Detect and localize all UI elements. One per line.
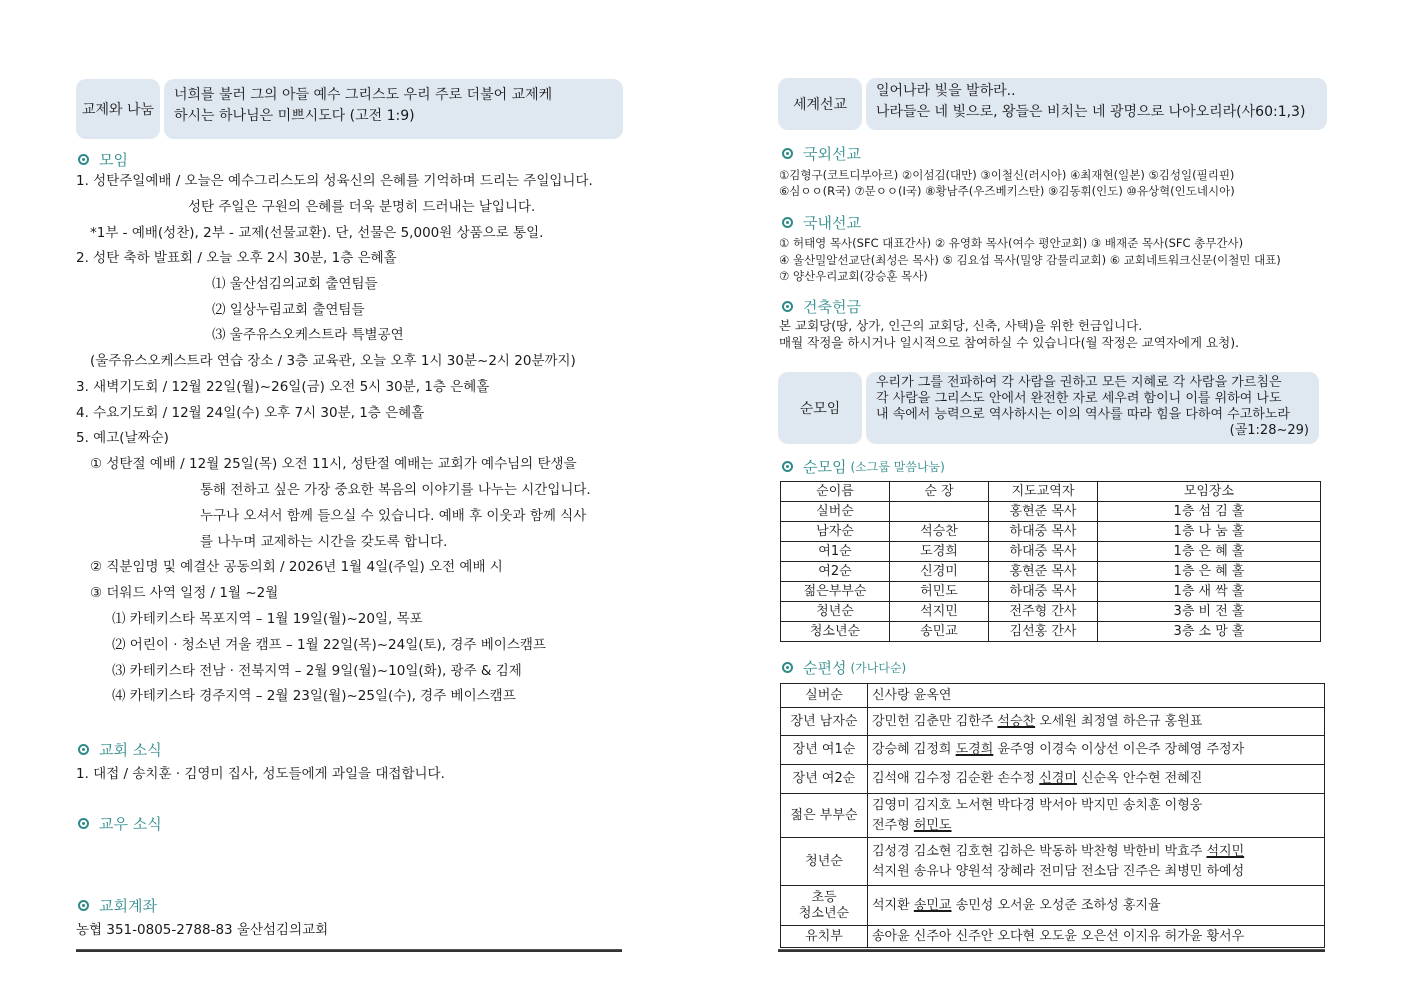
group-assignment-table (780, 683, 1325, 948)
fellowship-verse-line1: 너희를 불러 그의 아들 예수 그리스도 우리 주로 더불어 교제케 (174, 87, 553, 103)
table-cell: 3층 비 전 홀 (1098, 602, 1321, 622)
table-row (781, 926, 1325, 948)
table-cell: 1층 은 혜 홀 (1098, 562, 1321, 582)
meeting-line: 2. 성탄 축하 발표회 / 오늘 오후 2시 30분, 1층 은혜홀 (76, 250, 397, 266)
section-small-groups (782, 456, 945, 477)
member-names: 석지원 송유나 양원석 장혜라 전미담 전소담 진주은 최병민 하예성 (872, 863, 1245, 879)
member-names: 김성경 김소현 김호현 김하은 박동하 박찬형 박한비 박효주 (872, 843, 1207, 859)
section-title: 순편성 (803, 659, 847, 677)
member-names: 윤주영 이경숙 이상선 이은주 장혜영 주정자 (993, 742, 1245, 757)
table-row (781, 794, 1325, 838)
member-names: 강민헌 김춘만 김한주 (872, 713, 998, 729)
building-line: 매월 작정을 하시거나 일시적으로 참여하실 수 있습니다(월 작정은 교역자에게 요청). (779, 335, 1240, 350)
meeting-line: (울주유스오케스트라 연습 장소 / 3층 교육관, 오늘 오후 1시 30분~2시 20분까지) (90, 353, 576, 369)
table-row (781, 736, 1325, 765)
table-cell: 1층 은 혜 홀 (1098, 542, 1321, 562)
small-group-table (780, 481, 1321, 642)
circle-bullet-icon (782, 217, 793, 228)
domestic-line: ⑦ 양산우리교회(강승훈 목사) (779, 269, 928, 283)
meeting-line: 5. 예고(날짜순) (76, 430, 169, 446)
domestic-line: ④ 울산밀알선교단(최성은 목사) ⑤ 김요섭 목사(밀양 감물리교회) ⑥ 교회네트워크신문(이철민 대표) (779, 253, 1281, 267)
group-name-cell: 청년순 (781, 838, 868, 886)
table-cell: 남자순 (781, 522, 890, 542)
fellowship-tag: 교제와 나눔 (76, 79, 160, 139)
member-names-cell (868, 736, 1325, 765)
group-leader-name: 송민교 (913, 897, 952, 913)
group-leader-name: 도경희 (955, 742, 994, 757)
table-row (781, 522, 1321, 542)
table-row (781, 542, 1321, 562)
table-cell: 3층 소 망 홀 (1098, 622, 1321, 642)
table-cell: 허민도 (890, 582, 989, 602)
section-domestic-mission (782, 212, 861, 233)
mission-verse (866, 78, 1327, 130)
section-title: 모임 (99, 151, 128, 169)
column-header: 모임장소 (1098, 482, 1321, 502)
section-subtitle: (가나다순) (850, 661, 907, 675)
column-header: 순이름 (781, 482, 890, 502)
circle-bullet-icon (78, 900, 89, 911)
table-row (781, 622, 1321, 642)
section-meetings (78, 149, 128, 170)
circle-bullet-icon (782, 148, 793, 159)
section-member-news (78, 813, 162, 834)
meeting-line: ⑵ 일상누림교회 출연팀들 (212, 302, 365, 318)
sunmoim-verse-line4: (골1:28~29) (1229, 423, 1309, 438)
meeting-line: ① 성탄절 예배 / 12월 25일(목) 오전 11시, 성탄절 예배는 교회가 예수님의 탄생을 (90, 456, 577, 472)
meeting-line: ⑶ 카테키스타 전남 · 전북지역 – 2월 9일(월)~10일(화), 광주 & 김제 (112, 663, 522, 679)
member-names-line1 (872, 842, 1320, 862)
table-row (781, 684, 1325, 708)
member-names-cell (868, 765, 1325, 794)
circle-bullet-icon (782, 301, 793, 312)
table-row (781, 562, 1321, 582)
sunmoim-header (778, 372, 1319, 444)
meeting-line: 1. 성탄주일예배 / 오늘은 예수그리스도의 성육신의 은혜를 기억하며 드리는 주일입니다. (76, 173, 593, 189)
column-header: 순 장 (890, 482, 989, 502)
mission-tag: 세계선교 (778, 78, 862, 130)
section-building-fund (782, 296, 861, 317)
group-name-cell: 장년 여2순 (781, 765, 868, 794)
table-row (781, 502, 1321, 522)
table-cell: 여2순 (781, 562, 890, 582)
member-names: 김석애 김수정 김순환 손수정 (872, 771, 1040, 786)
section-title: 교회계좌 (99, 897, 157, 915)
table-cell: 1층 나 눔 홀 (1098, 522, 1321, 542)
member-names-line2 (872, 816, 1320, 836)
meeting-line: ⑴ 카테키스타 목포지역 – 1월 19일(월)~20일, 목포 (112, 611, 423, 627)
member-names-cell (868, 794, 1325, 838)
member-names-cell (868, 886, 1325, 926)
member-names: 송민성 오서윤 오성준 조하성 홍지율 (951, 897, 1161, 913)
table-cell: 신경미 (890, 562, 989, 582)
table-cell: 홍현준 목사 (989, 502, 1098, 522)
meeting-line: ⑴ 울산섬김의교회 출연팀들 (212, 276, 378, 292)
account-line: 농협 351-0805-2788-83 울산섬김의교회 (76, 922, 329, 938)
table-cell: 청소년순 (781, 622, 890, 642)
meeting-line: ⑶ 울주유스오케스트라 특별공연 (212, 327, 404, 343)
mission-header (778, 78, 1327, 130)
fellowship-header (76, 79, 623, 139)
member-names: 김영미 김지호 노서현 박다경 박서아 박지민 송치훈 이형웅 (872, 797, 1203, 813)
mission-verse-line2: 나라들은 네 빛으로, 왕들은 비치는 네 광명으로 나아오리라(사60:1,3) (876, 104, 1306, 120)
section-account (78, 895, 157, 916)
meeting-line: 를 나누며 교제하는 시간을 갖도록 합니다. (200, 534, 448, 550)
table-cell: 여1순 (781, 542, 890, 562)
group-leader-name: 허민도 (913, 817, 952, 833)
group-name-cell: 유치부 (781, 926, 868, 948)
sunmoim-tag: 순모임 (778, 372, 862, 444)
table-row (781, 602, 1321, 622)
circle-bullet-icon (782, 662, 793, 673)
bottom-divider (778, 949, 1325, 952)
section-foreign-mission (782, 143, 861, 164)
table-row (781, 708, 1325, 736)
table-cell: 하대중 목사 (989, 542, 1098, 562)
group-leader-name: 석지민 (1206, 843, 1245, 859)
group-name-cell: 젊은 부부순 (781, 794, 868, 838)
group-name-line2: 청소년순 (798, 905, 850, 921)
table-cell: 실버순 (781, 502, 890, 522)
table-cell (890, 502, 989, 522)
member-names-cell: 송아윤 신주아 신주안 오다현 오도윤 오은선 이지유 허가윤 황서우 (868, 926, 1325, 948)
member-names-cell (868, 708, 1325, 736)
meeting-line: 성탄 주일은 구원의 은혜를 더욱 분명히 드러내는 날입니다. (188, 199, 536, 215)
table-cell: 1층 새 싹 홀 (1098, 582, 1321, 602)
table-header-row (781, 482, 1321, 502)
member-names-cell: 신사랑 윤옥연 (868, 684, 1325, 708)
section-title: 건축헌금 (803, 298, 861, 316)
table-row (781, 838, 1325, 886)
sunmoim-verse-line2: 각 사람을 그리스도 안에서 완전한 자로 세우려 함이니 이를 위하여 나도 (876, 391, 1282, 406)
sunmoim-verse-line3: 내 속에서 능력으로 역사하시는 이의 역사를 따라 힘을 다하여 수고하노라 (876, 407, 1290, 422)
foreign-line: ⑥심ㅇㅇ(R국) ⑦문ㅇㅇ(I국) ⑧황남주(우즈베키스탄) ⑨김동휘(인도) ⑩유상혁(인도네시아) (779, 184, 1235, 198)
table-row (781, 886, 1325, 926)
group-leader-name: 석승찬 (997, 713, 1036, 729)
section-title: 교우 소식 (99, 815, 162, 833)
table-cell: 청년순 (781, 602, 890, 622)
fellowship-verse-line2: 하시는 하나님은 미쁘시도다 (고전 1:9) (174, 108, 415, 124)
fellowship-verse (164, 79, 623, 139)
meeting-line: ② 직분임명 및 예결산 공동의회 / 2026년 1월 4일(주일) 오전 예배 시 (90, 559, 503, 575)
section-title: 순모임 (803, 458, 847, 476)
news-line: 1. 대접 / 송치훈 · 김영미 집사, 성도들에게 과일을 대접합니다. (76, 766, 445, 782)
group-name-cell: 장년 남자순 (781, 708, 868, 736)
circle-bullet-icon (78, 818, 89, 829)
section-title: 국외선교 (803, 145, 861, 163)
meeting-line: 통해 전하고 싶은 가장 중요한 복음의 이야기를 나누는 시간입니다. (200, 482, 591, 498)
table-cell: 김선홍 간사 (989, 622, 1098, 642)
member-names: 신순옥 안수현 전혜진 (1076, 771, 1203, 786)
table-cell: 젊은부부순 (781, 582, 890, 602)
table-cell: 하대중 목사 (989, 582, 1098, 602)
member-names-cell (868, 838, 1325, 886)
group-name-cell (781, 886, 868, 926)
circle-bullet-icon (78, 154, 89, 165)
table-cell: 1층 섬 김 홀 (1098, 502, 1321, 522)
table-cell: 하대중 목사 (989, 522, 1098, 542)
meeting-line: ③ 더워드 사역 일정 / 1월 ~2월 (90, 585, 279, 601)
sunmoim-verse-line1: 우리가 그를 전파하여 각 사람을 권하고 모든 지혜로 각 사람을 가르침은 (876, 375, 1282, 390)
table-cell: 전주형 간사 (989, 602, 1098, 622)
table-row (781, 765, 1325, 794)
domestic-line: ① 허태영 목사(SFC 대표간사) ② 유영화 목사(여수 평안교회) ③ 배재준 목사(SFC 총무간사) (779, 236, 1244, 250)
group-name-cell: 실버순 (781, 684, 868, 708)
meeting-line: ⑷ 카테키스타 경주지역 – 2월 23일(월)~25일(수), 경주 베이스캠프 (112, 688, 516, 704)
group-name-cell: 장년 여1순 (781, 736, 868, 765)
meeting-line: 4. 수요기도회 / 12월 24일(수) 오후 7시 30분, 1층 은혜홀 (76, 405, 425, 421)
section-title: 교회 소식 (99, 741, 162, 759)
group-name-line1: 초등 (811, 889, 837, 905)
meeting-line: *1부 - 예배(성찬), 2부 - 교제(선물교환). 단, 선물은 5,000원 상품으로 통일. (90, 225, 544, 241)
table-cell: 송민교 (890, 622, 989, 642)
foreign-line: ①김형구(코트디부아르) ②이섬김(대만) ③이철신(러시아) ④최재현(일본) ⑤김성일(필리핀) (779, 168, 1235, 182)
meeting-line: ⑵ 어린이 · 청소년 겨울 캠프 – 1월 22일(목)~24일(토), 경주 베이스캠프 (112, 637, 546, 653)
sunmoim-verse (866, 372, 1319, 444)
meeting-line: 3. 새벽기도회 / 12월 22일(월)~26일(금) 오전 5시 30분, 1층 은혜홀 (76, 379, 490, 395)
section-title: 국내선교 (803, 214, 861, 232)
member-names: 오세원 최정열 하은규 홍원표 (1035, 713, 1203, 729)
circle-bullet-icon (78, 744, 89, 755)
section-church-news (78, 739, 162, 760)
table-cell: 도경희 (890, 542, 989, 562)
member-names: 전주형 (872, 817, 914, 833)
section-subtitle: (소그룹 말씀나눔) (850, 460, 945, 474)
table-cell: 홍현준 목사 (989, 562, 1098, 582)
table-cell: 석지민 (890, 602, 989, 622)
member-names: 강승혜 김정희 (872, 742, 956, 757)
group-leader-name: 신경미 (1039, 771, 1077, 786)
building-line: 본 교회당(땅, 상가, 인근의 교회당, 신축, 사택)을 위한 헌금입니다. (779, 318, 1143, 333)
column-header: 지도교역자 (989, 482, 1098, 502)
meeting-line: 누구나 오셔서 함께 들으실 수 있습니다. 예배 후 이웃과 함께 식사 (200, 508, 587, 524)
table-cell: 석승찬 (890, 522, 989, 542)
mission-verse-line1: 일어나라 빛을 발하라.. (876, 83, 1016, 99)
section-group-assignment (782, 657, 906, 678)
table-row (781, 582, 1321, 602)
bottom-divider (76, 949, 622, 952)
member-names: 석지환 (872, 897, 914, 913)
circle-bullet-icon (782, 461, 793, 472)
